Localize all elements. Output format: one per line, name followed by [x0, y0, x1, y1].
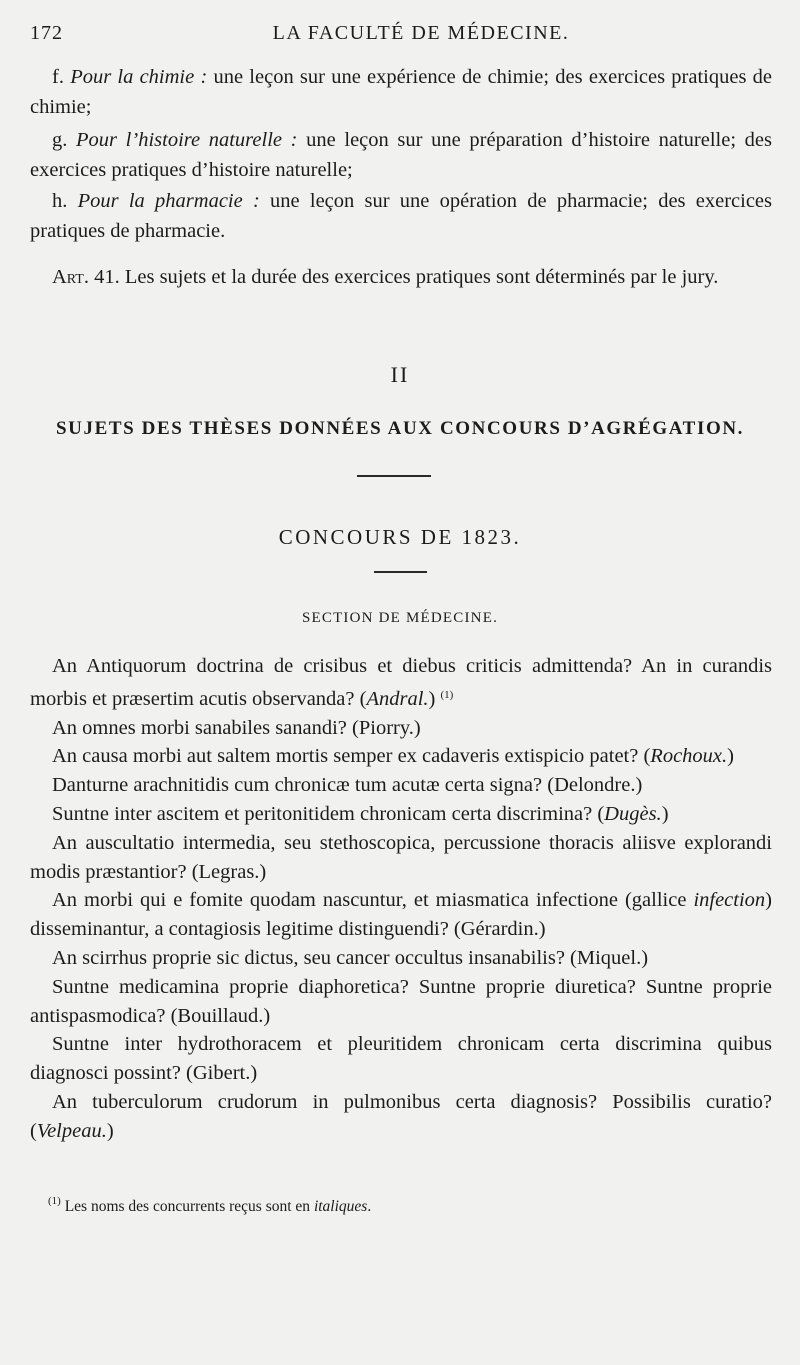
- footnote-italic: italiques: [313, 1198, 368, 1215]
- section-number: II: [390, 362, 410, 387]
- page-header: [30, 22, 772, 52]
- candidate-name: Andral.: [366, 687, 429, 710]
- list-item: Danturne arachnitidis cum chronicæ tum acutæ certa signa? (Delondre.): [52, 774, 643, 797]
- footnote-text: Les noms des concurrents reçus sont en: [60, 1198, 314, 1215]
- list-item: An omnes morbi sanabiles sanandi? (Piorry.): [52, 716, 421, 739]
- item-g-label: g.: [52, 129, 68, 151]
- item-f-label: f.: [52, 66, 64, 88]
- list-item: An causa morbi aut saltem mortis semper ex cadaveris extispicio patet? (Rochoux.): [52, 745, 734, 768]
- list-item: Suntne inter hydrothoracem et pleuritidem chronicam certa discrimina quibus diagnosci possint? (Gibert.): [30, 1033, 772, 1085]
- article-41: [30, 262, 772, 292]
- list-item: An morbi qui e fomite quodam nascuntur, et miasmatica infectione (gallice infection) disseminantur, a contagiosis legitime distinguendi? (Gérardin.): [30, 889, 772, 941]
- article-text: Les sujets et la durée des exercices pratiques sont déterminés par le jury.: [119, 266, 719, 288]
- concours-title: CONCOURS DE 1823.: [278, 525, 522, 549]
- running-title: LA FACULTÉ DE MÉDECINE.: [272, 22, 570, 44]
- page-number: 172: [30, 22, 63, 44]
- list-item: An scirrhus proprie sic dictus, seu cancer occultus insanabilis? (Miquel.): [52, 946, 649, 969]
- item-h-label: h.: [52, 190, 68, 212]
- divider-rule: [357, 475, 431, 477]
- item-h: [30, 186, 772, 246]
- item-g-text: une leçon sur une préparation d’histoire naturelle; des exercices pratiques d’histoire naturelle;: [30, 129, 772, 181]
- item-h-text: une leçon sur une opération de pharmacie; des exercices pratiques de pharmacie.: [30, 190, 773, 242]
- list-item: Suntne medicamina proprie diaphoretica? Suntne proprie diuretica? Suntne proprie antispasmodica? (Bouillaud.): [30, 975, 772, 1027]
- list-item: An auscultatio intermedia, seu stethoscopica, percussione thoracis aliisve explorandi modis præstantior? (Legras.): [30, 831, 772, 883]
- list-item: Suntne inter ascitem et peritonitidem chronicam certa discrimina? (Dugès.): [52, 802, 669, 825]
- item-g-subject: Pour l’histoire naturelle :: [76, 129, 298, 151]
- list-item: An tuberculorum crudorum in pulmonibus certa diagnosis? Possibilis curatio? (Velpeau.): [30, 1090, 772, 1142]
- footnote-ref: (1): [440, 688, 454, 701]
- candidate-name: Dugès.: [604, 802, 662, 825]
- item-h-subject: Pour la pharmacie :: [77, 190, 260, 212]
- item-g: [30, 125, 772, 185]
- list-item: An Antiquorum doctrina de crisibus et diebus criticis admittenda? An in curandis morbis et præsertim acutis observanda? (Andral.) $^{(1)}$: [30, 655, 772, 710]
- article-label: Art. 41.: [52, 266, 120, 288]
- footnote-marker: (1): [48, 1195, 61, 1207]
- subsection-title: SECTION DE MÉDECINE.: [301, 610, 499, 626]
- item-f-text: une leçon sur une expérience de chimie; des exercices pratiques de chimie;: [30, 66, 772, 118]
- item-f: [30, 62, 772, 122]
- section-title: SUJETS DES THÈSES DONNÉES AUX CONCOURS D’AGRÉGATION.: [56, 418, 744, 439]
- footnote: $^{(1)}$ Les noms des concurrents reçus sont en italiques.: [48, 1195, 372, 1215]
- italic-term: infection: [693, 889, 766, 912]
- candidate-name: Velpeau.: [36, 1119, 107, 1142]
- candidate-name: Rochoux.: [650, 745, 728, 768]
- item-f-subject: Pour la chimie :: [70, 66, 208, 88]
- short-rule: [374, 571, 427, 573]
- thesis-list: [30, 652, 772, 1146]
